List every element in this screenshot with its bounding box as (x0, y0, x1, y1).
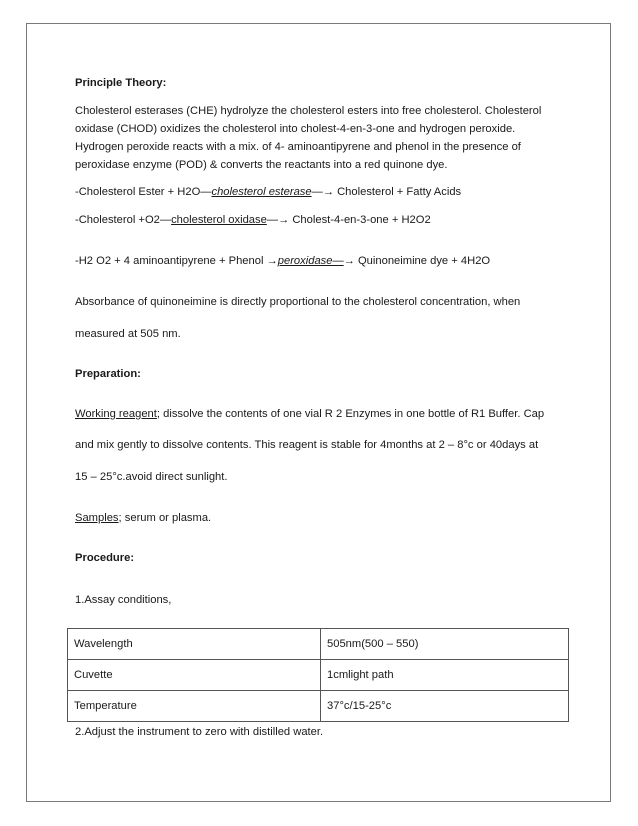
principle-line-1: Cholesterol esterases (CHE) hydrolyze the cholesterol esters into free cholesterol. Cholesterol (75, 105, 542, 117)
table-row (68, 691, 569, 722)
table-cell-param: Wavelength (68, 629, 321, 660)
working-reagent-line-3: 15 – 25°c.avoid direct sunlight. (75, 471, 228, 483)
table-cell-param: Cuvette (68, 660, 321, 691)
absorbance-line-1: Absorbance of quinoneimine is directly proportional to the cholesterol concentration, when (75, 296, 521, 308)
table-row (68, 660, 569, 691)
samples-text: ; serum or plasma. (118, 512, 212, 524)
reaction-3-enzyme: peroxidase— (277, 255, 344, 267)
procedure-step-2: 2.Adjust the instrument to zero with distilled water. (75, 726, 324, 738)
preparation-heading: Preparation: (75, 368, 141, 380)
procedure-step-1: 1.Assay conditions, (75, 594, 172, 606)
table-row (68, 629, 569, 660)
reaction-3 (75, 254, 490, 268)
reaction-1-products: —→ Cholesterol + Fatty Acids (311, 186, 462, 198)
table-cell-value: 1cmlight path (321, 660, 569, 691)
reaction-2-products: —→ Cholest-4-en-3-one + H2O2 (266, 214, 431, 226)
working-reagent-text: ; dissolve the contents of one vial R 2 Enzymes in one bottle of R1 Buffer. Cap (156, 408, 545, 420)
reaction-3-products: → Quinoneimine dye + 4H2O (343, 255, 491, 267)
working-reagent-line-2: and mix gently to dissolve contents. This reagent is stable for 4months at 2 – 8°c or 40days at (75, 439, 539, 451)
reaction-1-reactants: -Cholesterol Ester + H2O— (75, 186, 212, 198)
reaction-2 (75, 213, 431, 227)
reaction-2-reactants: -Cholesterol +O2— (75, 214, 172, 226)
reaction-1-enzyme: cholesterol esterase (211, 186, 312, 198)
reaction-1 (75, 185, 461, 199)
samples-line (75, 511, 211, 525)
assay-conditions-table (67, 628, 569, 722)
table-cell-param: Temperature (68, 691, 321, 722)
procedure-heading: Procedure: (75, 552, 135, 564)
principle-line-3: Hydrogen peroxide reacts with a mix. of 4- aminoantipyrene and phenol in the presence of (75, 141, 521, 153)
principle-heading: Principle Theory: (75, 77, 167, 89)
principle-line-2: oxidase (CHOD) oxidizes the cholesterol into cholest-4-en-3-one and hydrogen peroxide. (75, 123, 516, 135)
table-cell-value: 505nm(500 – 550) (321, 629, 569, 660)
working-reagent-line-1 (75, 407, 544, 421)
reaction-2-enzyme: cholesterol oxidase (171, 214, 267, 226)
table-cell-value: 37°c/15-25°c (321, 691, 569, 722)
reaction-3-reactants: -H2 O2 + 4 aminoantipyrene + Phenol → (75, 255, 278, 267)
absorbance-line-2: measured at 505 nm. (75, 328, 181, 340)
working-reagent-label: Working reagent (75, 408, 157, 420)
principle-line-4: peroxidase enzyme (POD) & converts the reactants into a red quinone dye. (75, 159, 448, 171)
samples-label: Samples (75, 512, 119, 524)
